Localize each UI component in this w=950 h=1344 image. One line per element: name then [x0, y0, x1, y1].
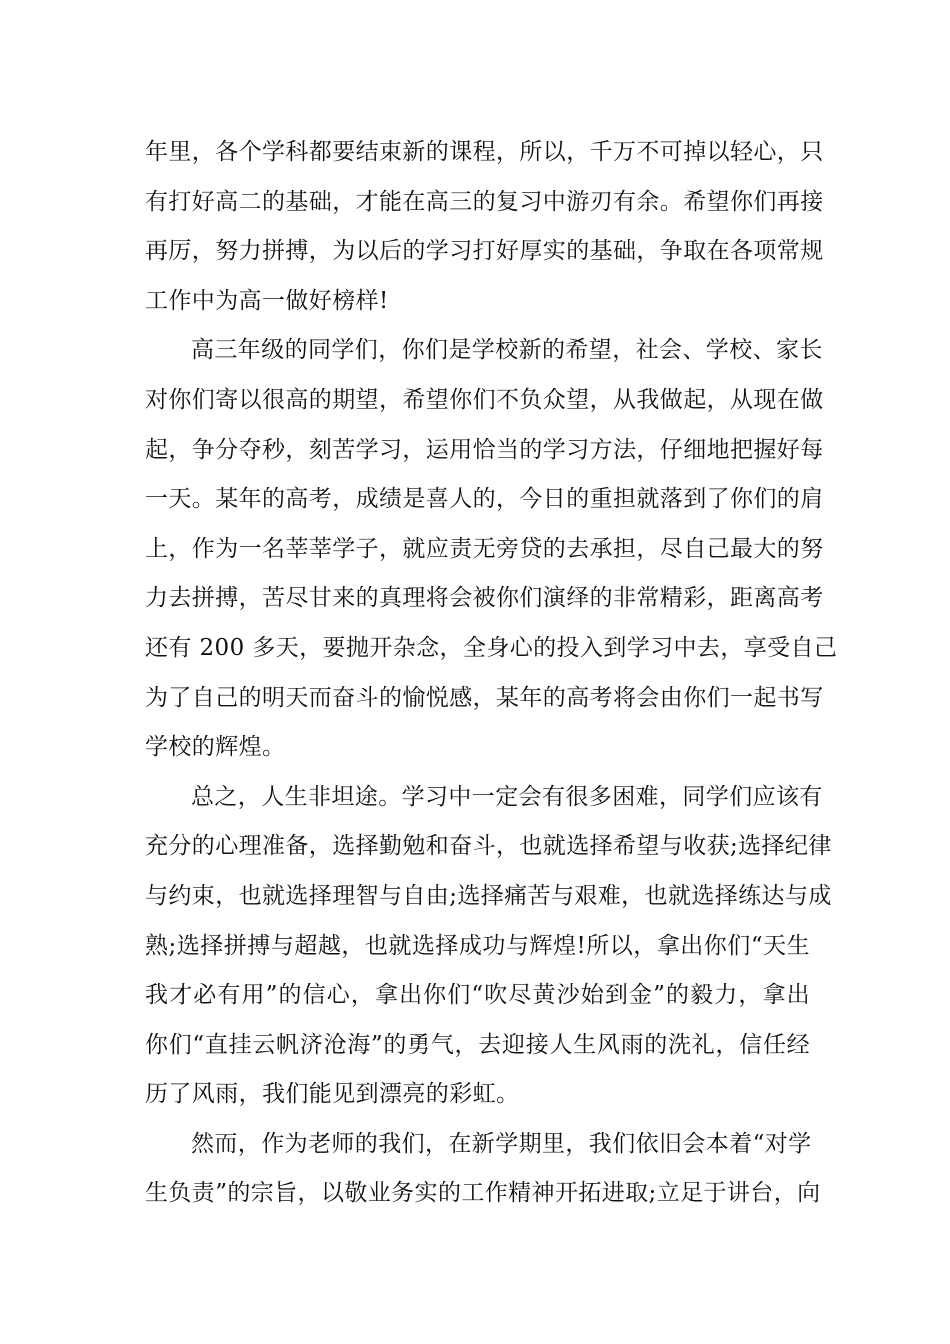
text-line: 历了风雨，我们能见到漂亮的彩虹。 [145, 1081, 520, 1108]
text-line: 生负责”的宗旨，以敬业务实的工作精神开拓进取;立足于讲台，向 [145, 1180, 821, 1207]
text-line: 然而，作为老师的我们，在新学期里，我们依旧会本着“对学 [191, 1130, 812, 1157]
text-line: 年里，各个学科都要结束新的课程，所以，千万不可掉以轻心，只 [145, 139, 824, 165]
text-line: 总之，人生非坦途。学习中一定会有很多困难，同学们应该有 [191, 783, 823, 810]
text-line: 我才必有用”的信心，拿出你们“吹尽黄沙始到金”的毅力，拿出 [145, 982, 810, 1009]
text-line: 一天。某年的高考，成绩是喜人的，今日的重担就落到了你们的肩 [145, 486, 824, 513]
text-line: 充分的心理准备，选择勤勉和奋斗，也就选择希望与收获;选择纪律 [145, 833, 832, 860]
body-text [145, 128, 838, 1219]
text-line: 为了自己的明天而奋斗的愉悦感，某年的高考将会由你们一起书写 [145, 684, 824, 711]
text-line: 上，作为一名莘莘学子，就应责无旁贷的去承担，尽自己最大的努 [145, 535, 824, 562]
text-line: 工作中为高一做好榜样! [145, 287, 389, 314]
text-line: 再厉，努力拼搏，为以后的学习打好厚实的基础，争取在各项常规 [145, 238, 824, 265]
text-line: 你们“直挂云帆济沧海”的勇气，去迎接人生风雨的洗礼，信任经 [145, 1031, 810, 1058]
text-line: 与约束，也就选择理智与自由;选择痛苦与艰难，也就选择练达与成 [145, 882, 832, 909]
text-line: 还有 200 多天，要抛开杂念，全身心的投入到学习中去，享受自己 [145, 634, 838, 661]
text-line: 力去拼搏，苦尽甘来的真理将会被你们演绎的非常精彩，距离高考 [145, 585, 824, 612]
text-line: 高三年级的同学们，你们是学校新的希望，社会、学校、家长 [191, 337, 823, 364]
text-line: 熟;选择拼搏与超越，也就选择成功与辉煌!所以，拿出你们“天生 [145, 932, 810, 959]
text-line: 对你们寄以很高的期望，希望你们不负众望，从我做起，从现在做 [145, 386, 824, 413]
text-line: 有打好高二的基础，才能在高三的复习中游刃有余。希望你们再接 [145, 188, 824, 215]
text-line: 起，争分夺秒，刻苦学习，运用恰当的学习方法，仔细地把握好每 [145, 436, 824, 463]
text-line: 学校的辉煌。 [145, 734, 286, 761]
